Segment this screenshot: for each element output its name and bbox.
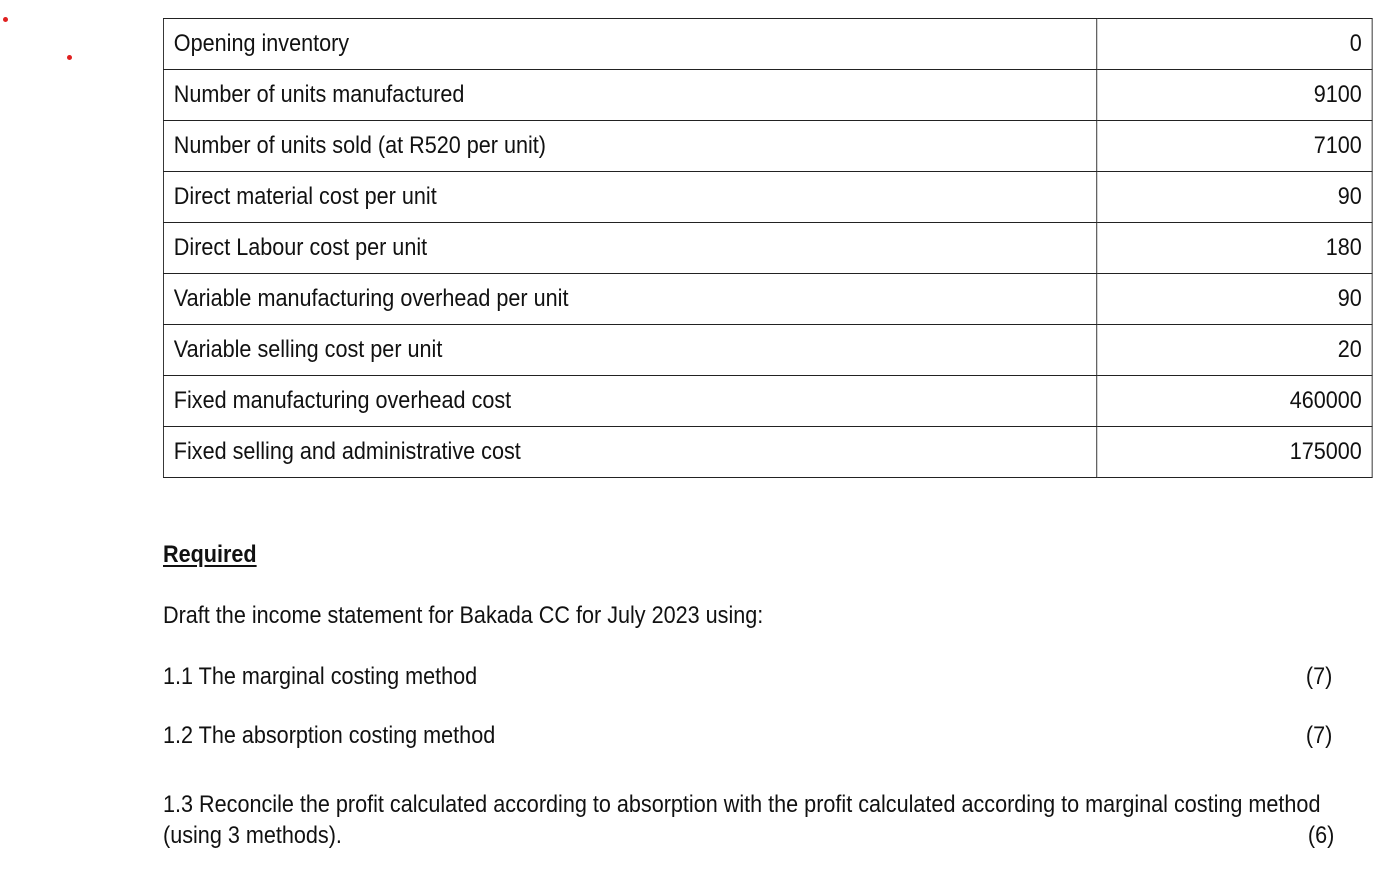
table-row (163, 70, 1372, 121)
question-1-3-line-2: (using 3 methods). (163, 822, 342, 849)
table-row (163, 121, 1372, 172)
table-row (163, 274, 1372, 325)
table-row (163, 325, 1372, 376)
question-1-1: 1.1 The marginal costing method (163, 663, 478, 690)
question-1-2-marks: (7) (1305, 722, 1332, 749)
row-value: 175000 (1097, 427, 1372, 478)
row-label: Direct Labour cost per unit (163, 223, 1096, 274)
row-value: 9100 (1097, 70, 1372, 121)
row-label: Opening inventory (163, 19, 1096, 70)
row-label: Fixed manufacturing overhead cost (163, 376, 1096, 427)
row-value: 7100 (1097, 121, 1372, 172)
row-value: 180 (1097, 223, 1372, 274)
row-label: Variable manufacturing overhead per unit (163, 274, 1096, 325)
row-label: Variable selling cost per unit (163, 325, 1096, 376)
table-row (163, 19, 1372, 70)
table-row (163, 172, 1372, 223)
row-value: 20 (1097, 325, 1372, 376)
annotation-dot (3, 17, 8, 22)
required-heading: Required (163, 541, 257, 568)
row-value: 0 (1097, 19, 1372, 70)
row-value: 90 (1097, 172, 1372, 223)
annotation-dot (67, 55, 72, 60)
question-1-2: 1.2 The absorption costing method (163, 722, 496, 749)
row-label: Direct material cost per unit (163, 172, 1096, 223)
question-1-1-marks: (7) (1305, 663, 1332, 690)
question-1-3-line-1: 1.3 Reconcile the profit calculated according to absorption with the profit calculated according to marginal costing method (163, 791, 1321, 818)
table-row (163, 223, 1372, 274)
instruction-text: Draft the income statement for Bakada CC for July 2023 using: (163, 602, 764, 629)
cost-data-table (163, 18, 1373, 478)
row-label: Fixed selling and administrative cost (163, 427, 1096, 478)
table-row (163, 427, 1372, 478)
row-label: Number of units manufactured (163, 70, 1096, 121)
table-row (163, 376, 1372, 427)
row-value: 90 (1097, 274, 1372, 325)
question-1-3-marks: (6) (1307, 822, 1334, 849)
row-label: Number of units sold (at R520 per unit) (163, 121, 1096, 172)
row-value: 460000 (1097, 376, 1372, 427)
